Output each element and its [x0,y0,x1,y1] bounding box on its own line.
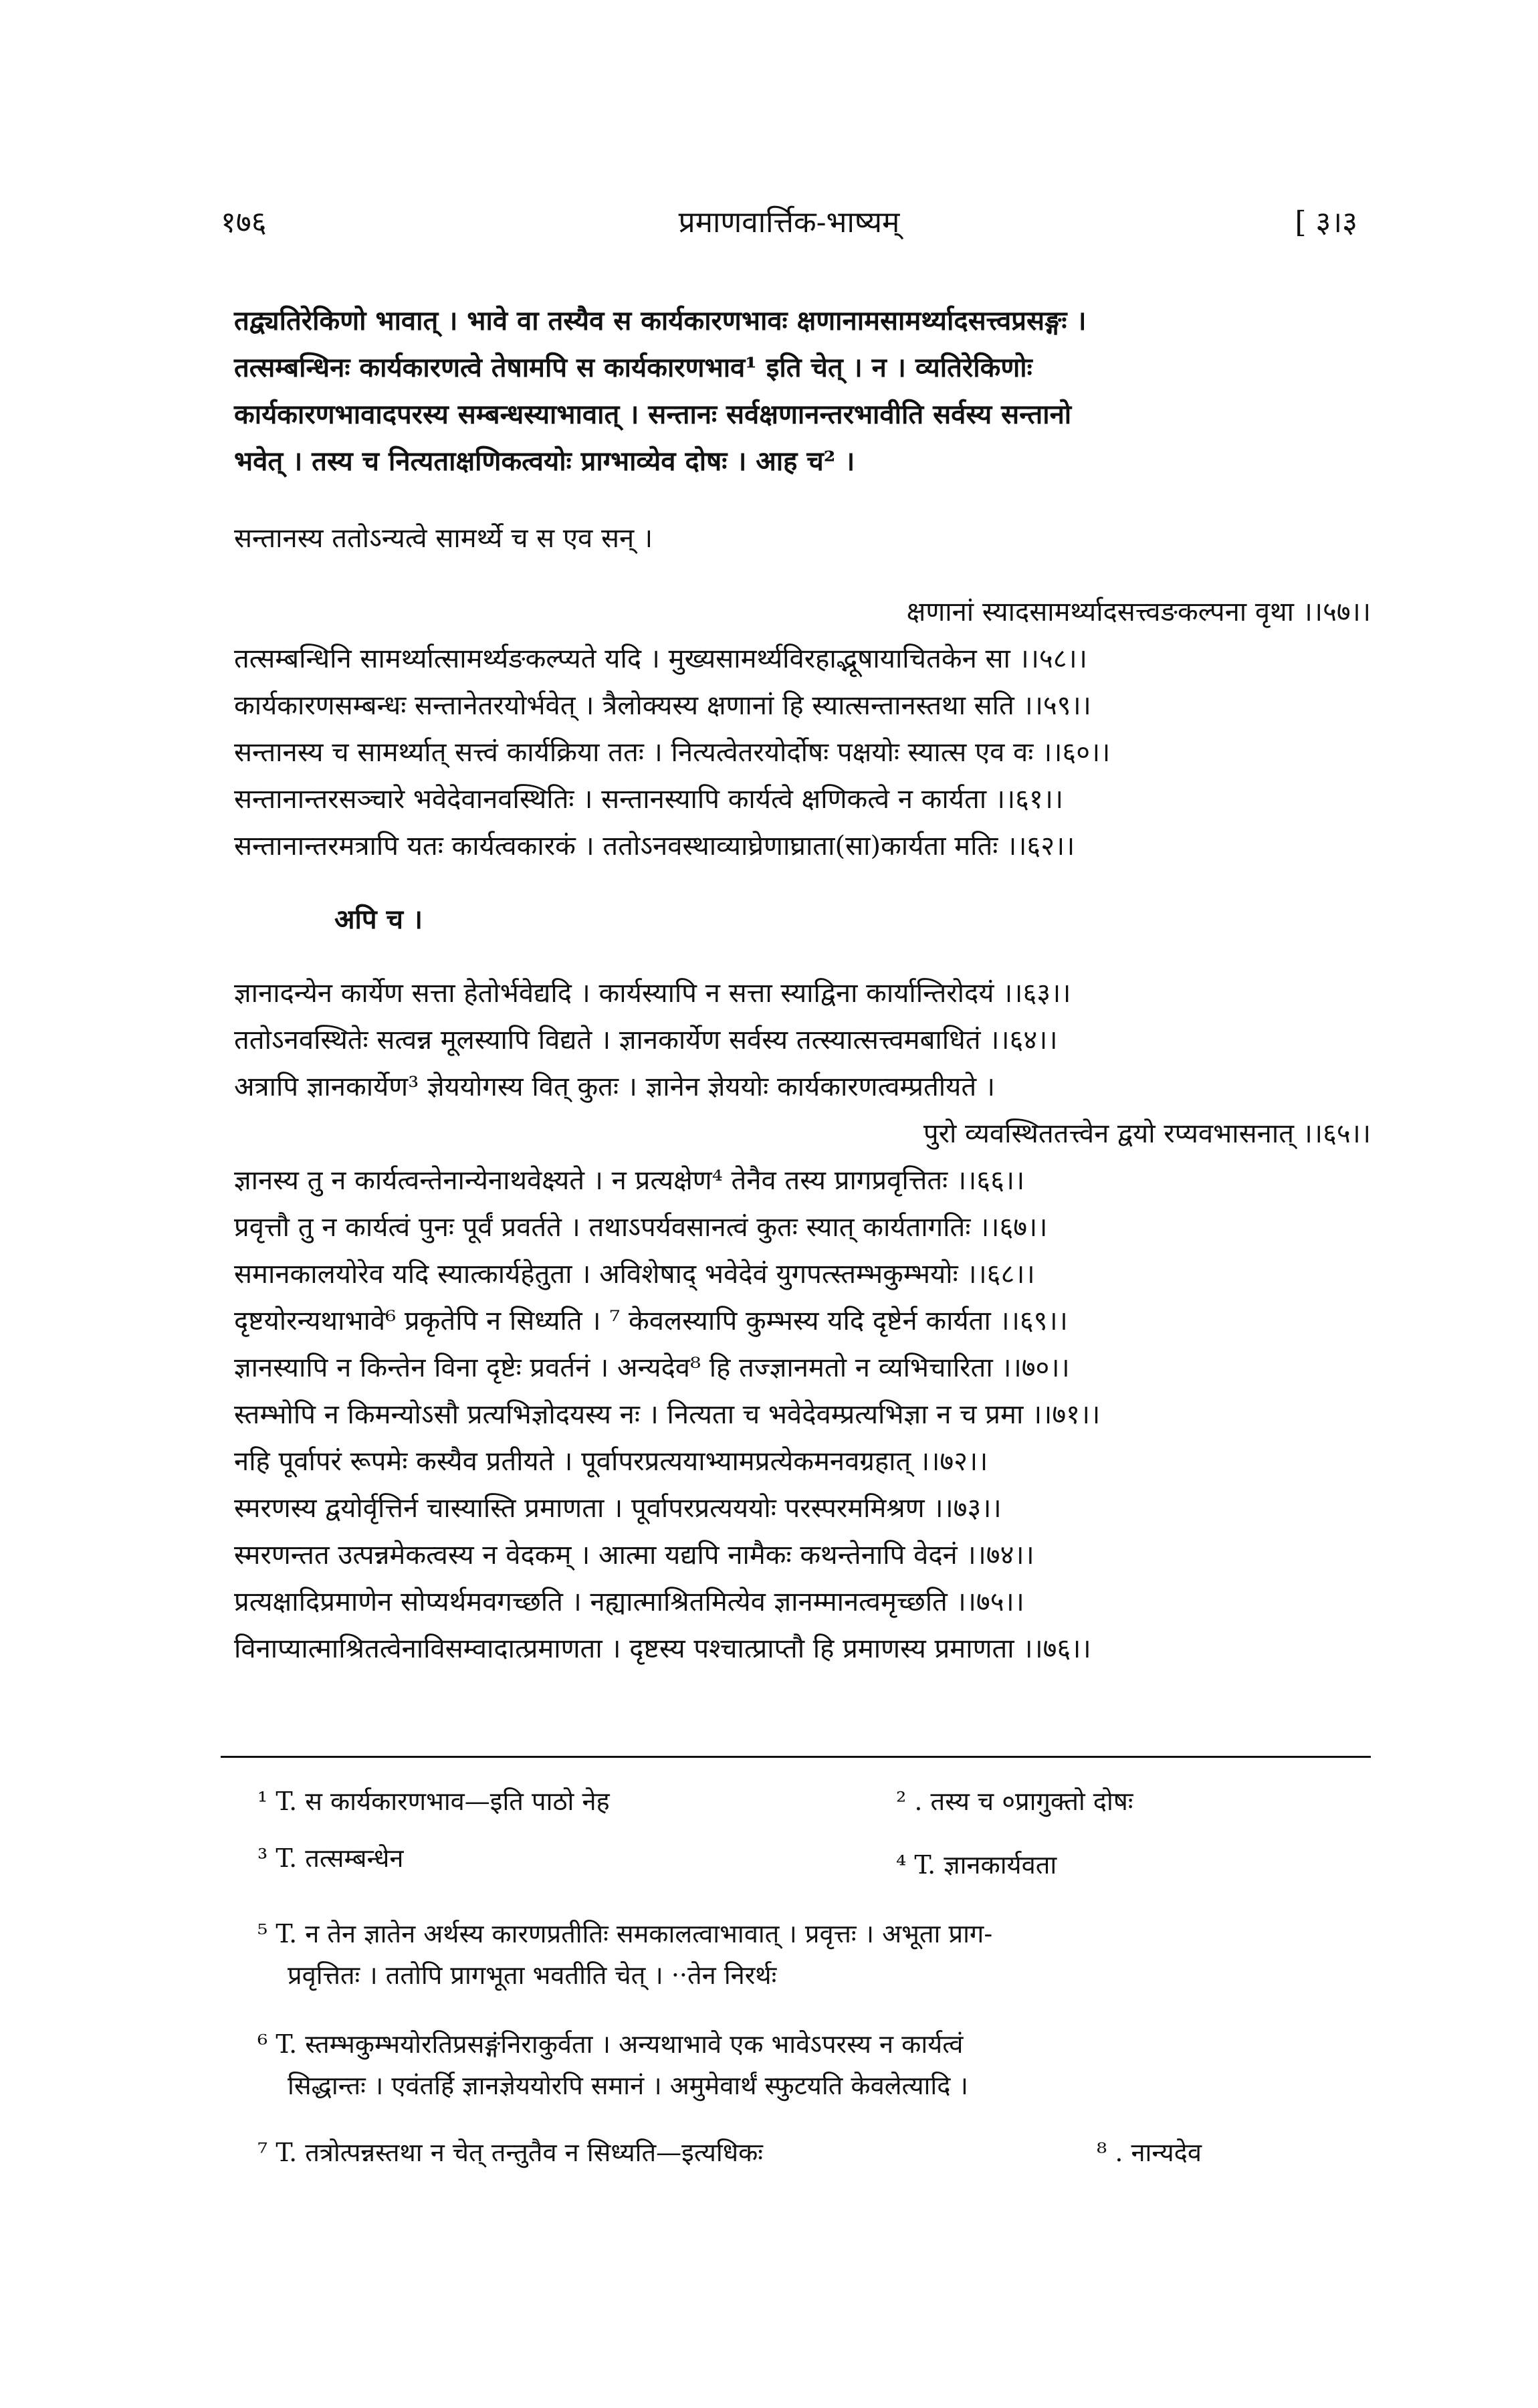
footnote-4: ⁴ T. ज्ञानकार्यवता [896,1850,1057,1880]
verse-line-66: ज्ञानस्य तु न कार्यत्वन्तेनान्येनाथवेक्ष्यते । न प्रत्यक्षेण⁴ तेनैव तस्य प्रागप्रवृत्तितः ।।६६।। [234,1165,1025,1196]
running-title: प्रमाणवार्त्तिक-भाष्यम् [678,205,900,239]
verse-line-65a: अत्रापि ज्ञानकार्येण³ ज्ञेययोगस्य वित् कुतः । ज्ञानेन ज्ञेययोः कार्यकारणत्वम्प्रतीयते । [234,1072,995,1102]
footnote-5-line: प्रवृत्तितः । ततोपि प्रागभूता भवतीति चेत् । ··तेन निरर्थः [288,1961,777,1990]
prose-line: तद्व्यतिरेकिणो भावात् । भावे वा तस्यैव स कार्यकारणभावः क्षणानामसामर्थ्यादसत्त्वप्रसङ्गः । [234,305,1087,336]
verse-intro: सन्तानस्य ततोऽन्यत्वे सामर्थ्ये च स एव सन् । [234,523,653,554]
footnote-5-line: ⁵ T. न तेन ज्ञातेन अर्थस्य कारणप्रतीतिः समकालत्वाभावात् । प्रवृत्तः । अभूता प्राग- [257,1919,993,1948]
verse-line-61: सन्तानान्तरसञ्चारे भवेदेवानवस्थितिः । सन्तानस्यापि कार्यत्वे क्षणिकत्वे न कार्यता ।।६१।। [234,784,1064,815]
verse-line-72: नहि पूर्वापरं रूपमेः कस्यैव प्रतीयते । पूर्वापरप्रत्ययाभ्यामप्रत्येकमनवग्रहात् ।।७२।। [234,1446,988,1477]
verse-line-74: स्मरणन्तत उत्पन्नमेकत्वस्य न वेदकम् । आत्मा यद्यपि नामैकः कथन्तेनापि वेदनं ।।७४।। [234,1540,1034,1571]
footnote-7: ⁷ T. तत्रोत्पन्नस्तथा न चेत् तन्तुतैव न सिध्यति—इत्यधिकः [257,2138,763,2167]
verse-line-69: दृष्टयोरन्यथाभावे⁶ प्रकृतेपि न सिध्यति । ⁷ केवलस्यापि कुम्भस्य यदि दृष्टेर्न कार्यता ।।६९।। [234,1306,1068,1336]
verse-line-67: प्रवृत्तौ तु न कार्यत्वं पुनः पूर्वं प्रवर्तते । तथाऽपर्यवसानत्वं कुतः स्यात् कार्यतागतिः ।।६७।। [234,1212,1048,1243]
verse-line-73: स्मरणस्य द्वयोर्वृत्तिर्न चास्यास्ति प्रमाणता । पूर्वापरप्रत्यययोः परस्परममिश्रण ।।७३।। [234,1493,1002,1524]
verse-line-57: क्षणानां स्यादसामर्थ्यादसत्त्वङकल्पना वृथा ।।५७।। [906,597,1371,627]
footnote-1: ¹ T. स कार्यकारणभाव—इति पाठो नेह [257,1787,610,1816]
prose-line: तत्सम्बन्धिनः कार्यकारणत्वे तेषामपि स कार्यकारणभाव¹ इति चेत् । न । व्यतिरेकिणोः [234,352,1032,383]
verse-line-59: कार्यकारणसम्बन्धः सन्तानेतरयोर्भवेत् । त्रैलोक्यस्य क्षणानां हि स्यात्सन्तानस्तथा सति ।।५९।। [234,690,1091,721]
footnote-6-line: ⁶ T. स्तम्भकुम्भयोरतिप्रसङ्गंनिराकुर्वता । अन्यथाभावे एक भावेऽपरस्य न कार्यत्वं [257,2029,964,2059]
footnote-divider [221,1756,1371,1758]
footnote-6-line: सिद्धान्तः । एवंतर्हि ज्ञानज्ञेययोरपि समानं । अमुमेवार्थं स्फुटयति केवलेत्यादि । [288,2071,968,2100]
verse-line-76: विनाप्यात्माश्रितत्वेनाविसम्वादात्प्रमाणता । दृष्टस्य पश्चात्प्राप्तौ हि प्रमाणस्य प्रमाणता ।।७६।। [234,1633,1091,1664]
prose-line: भवेत् । तस्य च नित्यताक्षणिकत्वयोः प्राग्भाव्येव दोषः । आह च² । [234,445,855,477]
verse-line-62: सन्तानान्तरमत्रापि यतः कार्यत्वकारकं । ततोऽनवस्थाव्याघ्रेणाघ्राता(सा)कार्यता मतिः ।।६२।। [234,831,1075,862]
footnote-6 [257,2023,1361,2106]
page-header [221,201,1357,254]
footnote-8: ⁸ . नान्यदेव [1097,2138,1202,2167]
footnote-3: ³ T. तत्सम्बन्धेन [257,1843,404,1873]
verse-line-65b: पुरो व्यवस्थिततत्त्वेन द्वयो रप्यवभासनात् ।।६५।। [923,1118,1371,1149]
section-marker: [ ३।३ [1295,205,1357,239]
verse-line-70: ज्ञानस्यापि न किन्तेन विना दृष्टेः प्रवर्तनं । अन्यदेव⁸ हि तज्ज्ञानमतो न व्यभिचारिता ।।७०।। [234,1352,1070,1383]
verse-line-60: सन्तानस्य च सामर्थ्यात् सत्त्वं कार्यक्रिया ततः । नित्यत्वेतरयोर्दोषः पक्षयोः स्यात्स एव वः ।।६०।। [234,737,1111,768]
footnote-2: ² . तस्य च ०प्रागुक्तो दोषः [896,1787,1133,1816]
api-ca-heading: अपि च । [334,904,423,935]
prose-commentary [234,298,1364,485]
verse-line-64: ततोऽनवस्थितेः सत्वन्न मूलस्यापि विद्यते । ज्ञानकार्येण सर्वस्य तत्स्यात्सत्त्वमबाधितं ।।६४।। [234,1025,1058,1056]
verse-line-58: तत्सम्बन्धिनि सामर्थ्यात्सामर्थ्यङकल्प्यते यदि । मुख्यसामर्थ्यविरहाद्भूषायाचितकेन सा ।।५८।। [234,643,1087,674]
page-number: १७६ [221,205,267,239]
verse-line-71: स्तम्भोपि न किमन्योऽसौ प्रत्यभिज्ञोदयस्य नः । नित्यता च भवेदेवम्प्रत्यभिज्ञा न च प्रमा ।।७१।। [234,1399,1101,1430]
verse-line-63: ज्ञानादन्येन कार्येण सत्ता हेतोर्भवेद्यदि । कार्यस्यापि न सत्ता स्याद्विना कार्यान्तिरोदयं ।।६३।। [234,978,1071,1009]
footnote-5 [257,1913,1361,1996]
verse-line-68: समानकालयोरेव यदि स्यात्कार्यहेतुता । अविशेषाद् भवेदेवं युगपत्स्तम्भकुम्भयोः ।।६८।। [234,1259,1035,1290]
verse-line-75: प्रत्यक्षादिप्रमाणेन सोप्यर्थमवगच्छति । नह्यात्माश्रितमित्येव ज्ञानम्मानत्वमृच्छति ।।७५।। [234,1587,1024,1617]
prose-line: कार्यकारणभावादपरस्य सम्बन्धस्याभावात् । सन्तानः सर्वक्षणानन्तरभावीति सर्वस्य सन्तानो [234,399,1072,430]
